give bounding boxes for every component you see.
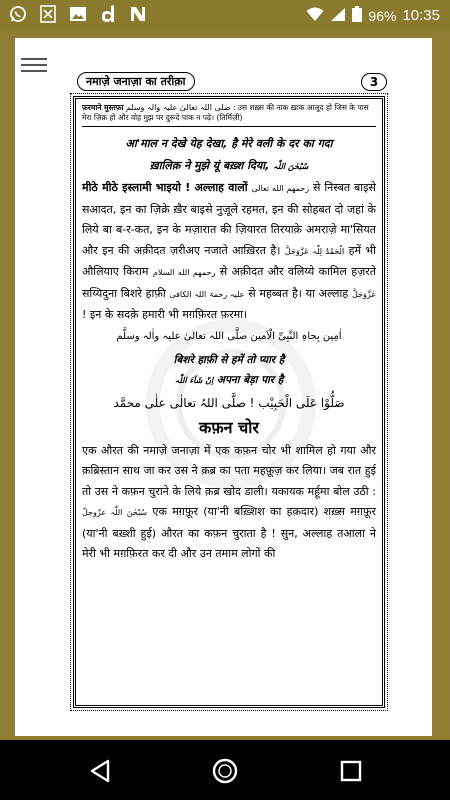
book-page[interactable] — [15, 38, 432, 736]
paragraph-1 — [82, 178, 376, 326]
honorific-2: الْحَمْدُ لِلّٰہ عَزَّوَجَلَّ — [284, 246, 345, 256]
paragraph-1-text-5: ! इन के सदक़े हमारी भी मग़फ़िरत फ़रमा। — [82, 308, 248, 321]
menu-icon[interactable] — [21, 54, 47, 74]
paragraph-1-text: से निस्बत बाइसे सआदत, इन का ज़िक्रे ख़ैर बाइसे नुज़ूले रहमत, इन की सोहबत दो जहां के लिये बा ब-र-कत, इन के मज़ारात की ज़ियारत तिरयाक़े अमराज़े मा'सियत और इन की अक़ीदत ज़रीअए नजाते आख़िरत है। — [82, 181, 376, 257]
battery-icon — [352, 6, 362, 25]
dua-line: اٰمِین بِجاہِ النَّبِیِّ الْاَمین صلَّی اللہ تعالیٰ علیہ واٰلہ وسلَّم — [116, 330, 342, 342]
couplet-arabic: اِنْ شَآءَ اللّٰہ — [174, 375, 214, 385]
dailymotion-icon — [98, 4, 118, 24]
clock: 10:35 — [402, 7, 440, 24]
honorific-3: رحمهم الله السلام — [152, 268, 216, 277]
battery-level: 96% — [368, 7, 397, 24]
honorific-4: علیہ رحمۃ اللہ الکافی — [169, 289, 245, 299]
poem-line-1: आ'माल न देखे येह देखा, है मेरे वली के दर का गदा — [125, 137, 333, 150]
hadith-text: : उस शख़्स की नाक ख़ाक आलूद हो जिस के पास मेरा ज़िक्र हो और वोह मुझ पर दुरूदे पाक न पढ़े। (तिर्मिज़ी) — [82, 103, 369, 122]
page-number: 3 — [361, 73, 387, 91]
poem-line-2-text: ख़ालिक़ ने मुझे यूं बख़्श दिया, — [149, 159, 270, 172]
navigation-bar — [0, 740, 450, 800]
home-icon[interactable] — [212, 758, 238, 784]
sheets-icon — [38, 4, 58, 24]
back-icon[interactable] — [88, 758, 114, 784]
couplet-line-1: बिशरे हाफ़ी से हमें तो प्यार है — [173, 353, 285, 366]
whatsapp-icon — [8, 4, 28, 24]
reader-frame — [0, 30, 450, 740]
status-bar — [0, 0, 450, 30]
paragraph-1-text-4: से महब्बत है। या अल्लाह — [248, 286, 349, 300]
hadith-banner — [82, 103, 376, 127]
honorific-1: رحمهم الله تعالى — [251, 184, 310, 193]
paragraph-2-text: एक औरत की नमाज़े जनाज़ा में एक कफ़न चोर भी शामिल हो गया और क़ब्रिस्तान साथ जा कर उस ने क़ब्र का पता महफ़ूज़ कर लिया। जब रात हुई तो उस ने कफ़न चुराने के लिये क़ब्र खोद डाली। यकायक मर्हूमा बोल उठी : — [82, 443, 376, 498]
couplet-line-2 — [82, 370, 376, 391]
gallery-icon — [68, 4, 88, 24]
system-status — [306, 6, 440, 25]
poem-line-2-arabic: سُبْحٰنَ اللّٰہ — [273, 162, 309, 171]
booklet-page — [65, 68, 395, 708]
paragraph-2-text-2: एक मग़फ़ूर (या'नी बख़्शिश का हक़दार) शख़्स मग़फ़ूर (या'नी बख़्शी हुई) औरत का कफ़न चुराता है ! सुन, अल्लाह तआला ने मेरी भी मग़फ़िरत कर दी और उन तमाम लोगों की — [82, 505, 376, 560]
couplet — [82, 350, 376, 391]
poem — [82, 133, 376, 178]
paragraph-1-lead: मीठे मीठे इस्लामी भाइयो ! अल्लाह वालों — [82, 181, 248, 194]
poem-line-2 — [82, 155, 376, 178]
hadith-label: फ़रमाने मुस्तफ़ा — [82, 103, 124, 112]
wifi-icon — [306, 7, 324, 25]
book-title: नमाज़े जनाज़ा का तरीक़ा — [77, 72, 195, 91]
paragraph-1-text-2: हमें भी औलियाए किराम — [82, 243, 377, 278]
hadith-honorific: صلی اللہ تعالیٰ علیہ والہ وسلم — [125, 103, 231, 112]
paragraph-2 — [82, 441, 376, 565]
signal-icon — [330, 7, 346, 25]
news-icon — [128, 4, 148, 24]
honorific-5: عَزَّوَجَلَّ — [351, 289, 377, 299]
couplet-line-2-text: अपना बेड़ा पार है — [216, 373, 284, 386]
honorific-6: سُبْحٰنَ اللّٰہ عزّوجلّ — [82, 508, 148, 517]
recents-icon[interactable] — [338, 758, 364, 784]
section-heading: कफ़न चोर — [199, 417, 259, 437]
paragraph-1-text-3: से अक़ीदत और वलिय्ये कामिल हज़रते सय्यिदुना बिशरे हाफ़ी — [82, 265, 376, 300]
salawat-line: صَلُّوْا عَلَی الْحَبِیْب ! صلَّی اللہُ تعالٰی علٰی محمَّد — [113, 395, 345, 410]
notification-icons — [8, 4, 148, 24]
content-box — [73, 96, 385, 708]
